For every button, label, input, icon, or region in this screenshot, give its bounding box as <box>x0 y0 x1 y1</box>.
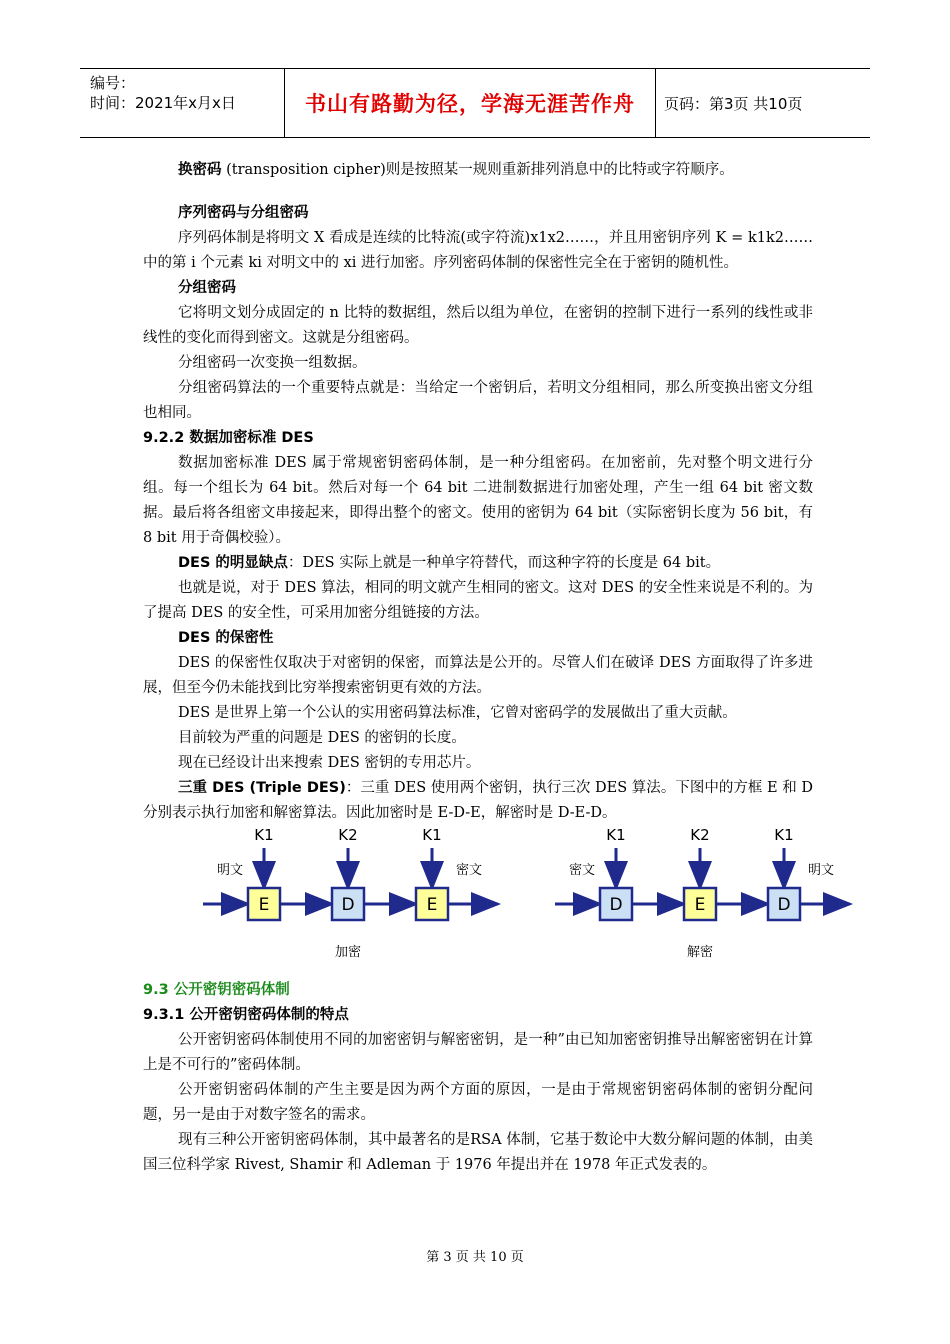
header-motto-cell <box>285 69 656 137</box>
page-header <box>80 68 870 138</box>
triple-des-diagram <box>198 826 918 976</box>
public-key-paragraph-3: 现有三种公开密钥密码体制，其中最著名的是RSA 体制，它基于数论中大数分解问题的体制，由美国三位科学家 Rivest, Shamir 和 Adleman 于 1976 年提出并在 1978 年正式发表的。 <box>143 1132 813 1173</box>
triple-des-paragraph <box>143 776 813 826</box>
des-heading: 9.2.2 数据加密标准 DES <box>143 430 314 446</box>
header-page-cell <box>656 69 870 137</box>
encrypt-input-label: 明文 <box>217 863 244 878</box>
encrypt-caption: 加密 <box>334 945 362 960</box>
decrypt-key-1: K1 <box>606 826 626 844</box>
encryption-diagram <box>203 826 498 960</box>
des-paragraph-6: 现在已经设计出来搜索 DES 密钥的专用芯片。 <box>178 755 481 771</box>
page-content <box>143 158 835 1178</box>
encrypt-key-2: K2 <box>338 826 358 844</box>
des-paragraph-4: DES 是世界上第一个公认的实用密码算法标准，它曾对密码学的发展做出了重大贡献。 <box>178 705 737 721</box>
encrypt-box-label-2: D <box>341 895 355 915</box>
triple-des-text: ：三重 DES 使用两个密钥，执行三次 DES 算法。下图中的方框 E 和 D 分别表示执行加密和解密算法。因此加密时是 E-D-E，解密时是 D-E-D。 <box>143 780 813 821</box>
decrypt-box-label-3: D <box>777 895 791 915</box>
block-heading: 分组密码 <box>178 280 236 296</box>
block-paragraph-2: 分组密码一次变换一组数据。 <box>178 355 367 371</box>
decrypt-key-3: K1 <box>774 826 794 844</box>
number-label: 编号： <box>90 74 136 92</box>
triple-des-label: 三重 DES (Triple DES) <box>178 780 346 796</box>
des-paragraph-2: 也就是说，对于 DES 算法，相同的明文就产生相同的密文。这对 DES 的安全性来说是不利的。为了提高 DES 的安全性，可采用加密分组链接的方法。 <box>143 580 813 621</box>
encrypt-key-3: K1 <box>422 826 442 844</box>
public-key-subheading: 9.3.1 公开密钥密码体制的特点 <box>143 1007 349 1023</box>
decrypt-key-2: K2 <box>690 826 710 844</box>
des-paragraph-1: 数据加密标准 DES 属于常规密钥密码体制，是一种分组密码。在加密前，先对整个明文进行分组。每一个组长为 64 bit。然后对每一个 64 bit 二进制数据进行加密处理，产生一组 64 bit 密文数据。最后将各组密文串接起来，即得出整个的密文。使用的密钥为 64 bit（实际密钥长度为 56 bit，有 8 bit 用于奇偶校验）。 <box>143 455 813 546</box>
transposition-paragraph <box>143 158 813 183</box>
des-defect-label: DES 的明显缺点 <box>178 555 288 571</box>
stream-paragraph: 序列码体制是将明文 X 看成是连续的比特流(或字符流)x1x2……，并且用密钥序列 K = k1k2……中的第 i 个元素 ki 对明文中的 xi 进行加密。序列密码体制的保密性完全在于密钥的随机性。 <box>143 230 813 271</box>
encrypt-output-label: 密文 <box>456 863 483 878</box>
motto: 书山有路勤为径，学海无涯苦作舟 <box>305 92 635 116</box>
decrypt-caption: 解密 <box>686 945 714 960</box>
des-paragraph-3: DES 的保密性仅取决于对密钥的保密，而算法是公开的。尽管人们在破译 DES 方面取得了许多进展，但至今仍未能找到比穷举搜索密钥更有效的方法。 <box>143 655 813 696</box>
stream-block-heading: 序列密码与分组密码 <box>178 205 309 221</box>
des-defect-text: ：DES 实际上就是一种单字符替代，而这种字符的长度是 64 bit。 <box>287 555 721 571</box>
des-secrecy-heading: DES 的保密性 <box>178 630 274 646</box>
transposition-term: 换密码 <box>178 162 222 178</box>
public-key-heading: 9.3 公开密钥密码体制 <box>143 982 290 998</box>
decrypt-output-label: 明文 <box>808 863 835 878</box>
decrypt-box-label-1: D <box>609 895 623 915</box>
encrypt-box-label-3: E <box>426 895 438 915</box>
block-paragraph-1: 它将明文划分成固定的 n 比特的数据组，然后以组为单位，在密钥的控制下进行一系列的线性或非线性的变化而得到密文。这就是分组密码。 <box>143 305 813 346</box>
public-key-paragraph-1: 公开密钥密码体制使用不同的加密密钥与解密密钥，是一种”由已知加密密钥推导出解密密钥在计算上是不可行的”密码体制。 <box>143 1032 813 1073</box>
des-paragraph-5: 目前较为严重的问题是 DES 的密钥的长度。 <box>178 730 466 746</box>
decrypt-box-label-2: E <box>694 895 706 915</box>
header-meta <box>80 69 285 137</box>
public-key-paragraph-2: 公开密钥密码体制的产生主要是因为两个方面的原因，一是由于常规密钥密码体制的密钥分配问题，另一是由于对数字签名的需求。 <box>143 1082 813 1123</box>
decrypt-input-label: 密文 <box>569 863 596 878</box>
triple-des-svg <box>198 826 918 976</box>
transposition-text: (transposition cipher)则是按照某一规则重新排列消息中的比特或字符顺序。 <box>221 162 734 178</box>
encrypt-box-label-1: E <box>258 895 270 915</box>
encrypt-key-1: K1 <box>254 826 274 844</box>
block-paragraph-3: 分组密码算法的一个重要特点就是：当给定一个密钥后，若明文分组相同，那么所变换出密文分组也相同。 <box>143 380 813 421</box>
date-label: 时间：2021年x月x日 <box>90 94 236 112</box>
page-footer: 第 3 页 共 10 页 <box>426 1250 524 1265</box>
des-defect-paragraph <box>143 551 813 576</box>
decryption-diagram <box>555 826 850 960</box>
page-info: 页码：第3页 共10页 <box>664 94 803 113</box>
